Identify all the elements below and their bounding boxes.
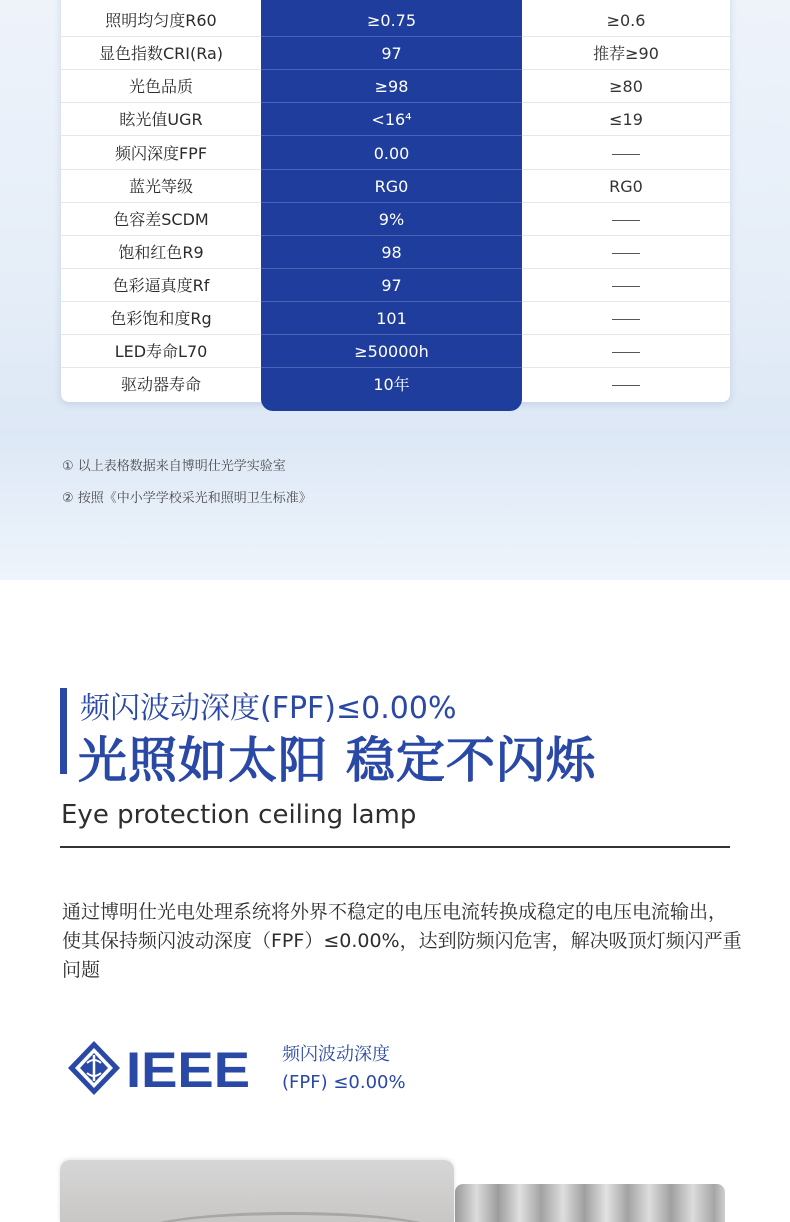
- dash-placeholder: [612, 319, 640, 320]
- row-product-value: 101: [376, 309, 407, 328]
- row-product-value: 98: [381, 243, 402, 262]
- row-parameter-name: 驱动器寿命: [120, 375, 201, 394]
- table-row: [61, 203, 730, 236]
- row-product-value: 0.00: [373, 144, 410, 163]
- lamp-ring: [140, 1212, 440, 1222]
- row-product-value: 9%: [378, 210, 405, 229]
- row-product-value: <16⁴: [371, 110, 412, 129]
- row-standard-value: [522, 269, 730, 302]
- lamp-image-steady: [60, 1160, 454, 1222]
- row-standard-value: ≤19: [609, 110, 643, 129]
- row-parameter-name: 色彩逼真度Rf: [112, 276, 210, 295]
- row-product-value: RG0: [374, 177, 409, 196]
- row-parameter-name: 眩光值UGR: [119, 110, 203, 129]
- table-row: [61, 4, 730, 37]
- row-parameter-name: 饱和红色R9: [118, 243, 204, 262]
- row-standard-value: [522, 203, 730, 236]
- ieee-caption: [282, 1041, 406, 1097]
- footnote-2: ② 按照《中小学学校采光和照明卫生标准》: [62, 491, 312, 506]
- dash-placeholder: [612, 352, 640, 353]
- row-standard-value: [522, 302, 730, 335]
- english-title: Eye protection ceiling lamp: [61, 800, 417, 830]
- table-row: [61, 70, 730, 103]
- row-parameter-name: 色容差SCDM: [113, 210, 209, 229]
- row-standard-value: [522, 335, 730, 368]
- footnote-1: ① 以上表格数据来自博明仕光学实验室: [62, 459, 286, 474]
- dash-placeholder: [612, 220, 640, 221]
- row-standard-value: [522, 368, 730, 401]
- table-row: [61, 170, 730, 203]
- row-parameter-name: 蓝光等级: [128, 177, 193, 196]
- row-parameter-name: 显色指数CRI(Ra): [98, 44, 224, 63]
- dash-placeholder: [612, 286, 640, 287]
- ieee-logo: [66, 1038, 256, 1098]
- row-standard-value: ≥80: [609, 77, 643, 96]
- row-standard-value: [522, 236, 730, 269]
- row-standard-value: ≥0.6: [606, 11, 646, 30]
- row-parameter-name: 照明均匀度R60: [105, 11, 217, 30]
- row-parameter-name: 光色品质: [128, 77, 193, 96]
- table-row: [61, 335, 730, 368]
- dash-placeholder: [612, 253, 640, 254]
- table-row: [61, 236, 730, 269]
- section-divider: [60, 846, 730, 848]
- ieee-diamond-icon: [68, 1041, 120, 1095]
- ieee-logo-text: IEEE: [126, 1042, 250, 1098]
- row-standard-value: [522, 137, 730, 170]
- lamp-image-flicker: [455, 1184, 725, 1222]
- row-standard-value: RG0: [609, 177, 643, 196]
- table-row: [61, 103, 730, 136]
- row-parameter-name: 频闪深度FPF: [114, 144, 208, 163]
- ieee-caption-line2: (FPF) ≤0.00%: [282, 1072, 406, 1093]
- row-parameter-name: LED寿命L70: [114, 342, 208, 361]
- table-row: [61, 368, 730, 401]
- table-row: [61, 269, 730, 302]
- spec-table-section: [0, 0, 790, 580]
- row-product-value: 97: [381, 276, 402, 295]
- row-product-value: ≥98: [374, 77, 409, 96]
- sub-heading: 频闪波动深度(FPF)≤0.00%: [80, 691, 457, 726]
- table-row: [61, 137, 730, 170]
- row-product-value: 10年: [373, 375, 410, 394]
- row-divider-highlight: [261, 135, 522, 136]
- heading-accent-bar: [60, 688, 67, 774]
- table-row: [61, 37, 730, 70]
- dash-placeholder: [612, 154, 640, 155]
- footnotes: [62, 457, 312, 521]
- feature-description: 通过博明仕光电处理系统将外界不稳定的电压电流转换成稳定的电压电流输出，使其保持频闪波动深度（FPF）≤0.00%，达到防频闪危害，解决吸顶灯频闪严重问题: [62, 901, 742, 981]
- row-parameter-name: 色彩饱和度Rg: [110, 309, 212, 328]
- ieee-caption-line1: 频闪波动深度: [282, 1044, 390, 1065]
- main-heading: 光照如太阳 稳定不闪烁: [78, 732, 597, 789]
- dash-placeholder: [612, 385, 640, 386]
- table-row: [61, 302, 730, 335]
- row-product-value: ≥50000h: [354, 342, 429, 361]
- row-product-value: ≥0.75: [366, 11, 417, 30]
- row-product-value: 97: [381, 44, 402, 63]
- row-standard-value: 推荐≥90: [593, 44, 659, 63]
